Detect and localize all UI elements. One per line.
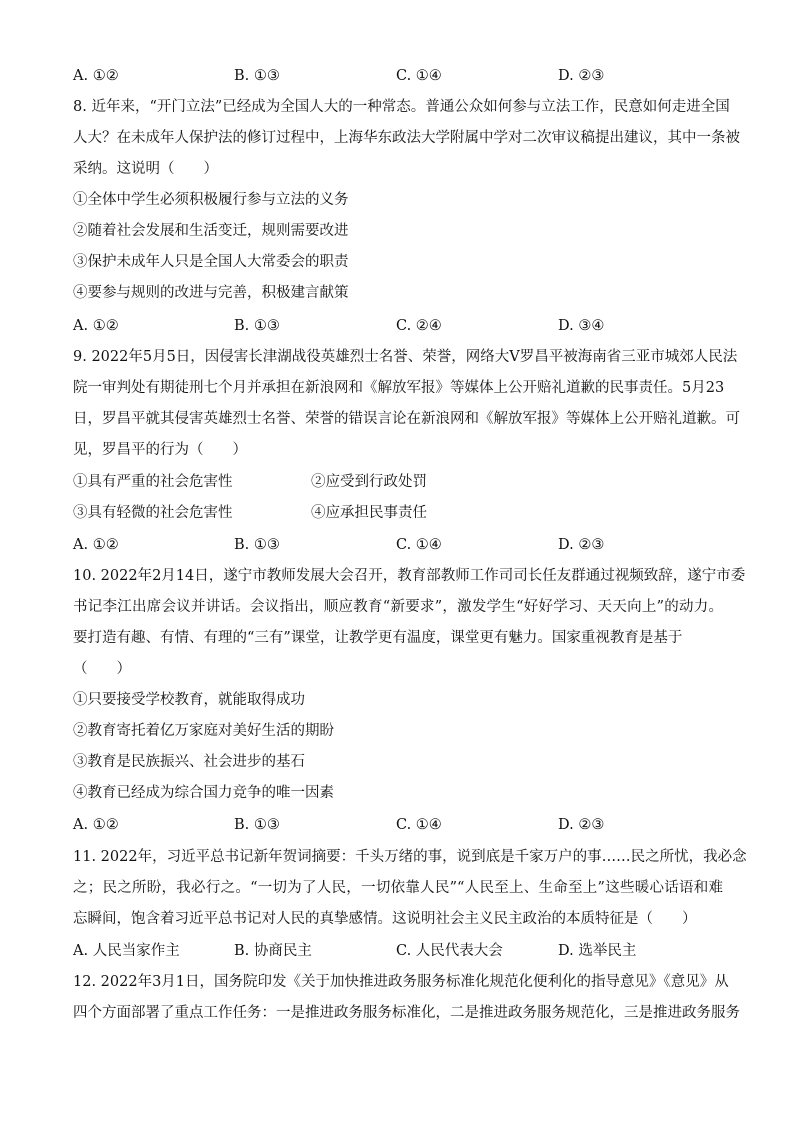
q8-stem-line-1: 8. 近年来，“开门立法”已经成为全国人大的一种常态。普通公众如何参与立法工作，民意如何走进全国 [73, 99, 730, 115]
q10-option-b[interactable]: B. ①③ [234, 817, 280, 833]
q8-option-d[interactable]: D. ③④ [558, 318, 605, 334]
q9-stem-line-1: 9. 2022年5月5日，因侵害长津湖战役英雄烈士名誉、荣誉，网络大V罗昌平被海南省三亚市城郊人民法 [73, 349, 738, 365]
q9-stem-line-2: 院一审判处有期徒刑七个月并承担在新浪网和《解放军报》等媒体上公开赔礼道歉的民事责任。5月23 [73, 380, 725, 396]
q11-stem-line-2: 之；民之所盼，我必行之。“一切为了人民，一切依靠人民”“人民至上、生命至上”这些暖心话语和难 [73, 880, 723, 896]
q11-option-a[interactable]: A. 人民当家作主 [73, 943, 180, 959]
q11-stem-line-1: 11. 2022年，习近平总书记新年贺词摘要：千头万绪的事，说到底是千家万户的事……民之所忧，我必念 [73, 849, 747, 865]
q8-stem-line-2: 人大？在未成年人保护法的修订过程中，上海华东政法大学附属中学对二次审议稿提出建议，其中一条被 [73, 130, 740, 146]
q9-statement-2: ②应受到行政处罚 [311, 474, 427, 490]
q9-stem-line-4: 见，罗昌平的行为（ ） [73, 442, 247, 458]
q8-statement-2: ②随着社会发展和生活变迁，规则需要改进 [73, 223, 349, 239]
q9-statement-4: ④应承担民事责任 [311, 505, 427, 521]
q9-option-a[interactable]: A. ①② [73, 537, 119, 553]
q10-statement-4: ④教育已经成为综合国力竞争的唯一因素 [73, 785, 334, 801]
q10-option-a[interactable]: A. ①② [73, 817, 119, 833]
q11-stem-line-3: 忘瞬间，饱含着习近平总书记对人民的真挚感情。这说明社会主义民主政治的本质特征是（ ） [73, 911, 697, 927]
q10-stem-line-3: 要打造有趣、有情、有理的“三有”课堂，让教学更有温度，课堂更有魅力。国家重视教育是基于 [73, 630, 683, 646]
q7-option-c[interactable]: C. ①④ [396, 68, 442, 84]
q11-option-b[interactable]: B. 协商民主 [234, 943, 312, 959]
q8-statement-3: ③保护未成年人只是全国人大常委会的职责 [73, 254, 349, 270]
q8-option-a[interactable]: A. ①② [73, 318, 119, 334]
q7-option-a[interactable]: A. ①② [73, 68, 119, 84]
q9-option-d[interactable]: D. ②③ [558, 537, 605, 553]
q10-stem-line-2: 书记李江出席会议并讲话。会议指出，顺应教育“新要求”，激发学生“好好学习、天天向上”的动力。 [73, 599, 723, 615]
q9-stem-line-3: 日，罗昌平就其侵害英雄烈士名誉、荣誉的错误言论在新浪网和《解放军报》等媒体上公开赔礼道歉。可 [73, 411, 740, 427]
q10-statement-2: ②教育寄托着亿万家庭对美好生活的期盼 [73, 723, 334, 739]
q10-option-c[interactable]: C. ①④ [396, 817, 442, 833]
q9-option-c[interactable]: C. ①④ [396, 537, 442, 553]
q8-option-c[interactable]: C. ②④ [396, 318, 442, 334]
q10-statement-1: ①只要接受学校教育，就能取得成功 [73, 692, 305, 708]
q8-stem-line-3: 采纳。这说明（ ） [73, 161, 218, 177]
q9-option-b[interactable]: B. ①③ [234, 537, 280, 553]
q12-stem-line-2: 四个方面部署了重点工作任务：一是推进政务服务标准化，二是推进政务服务规范化，三是推进政务服务 [73, 1005, 740, 1021]
q9-statement-1: ①具有严重的社会危害性 [73, 474, 233, 490]
q10-option-d[interactable]: D. ②③ [558, 817, 605, 833]
q8-option-b[interactable]: B. ①③ [234, 318, 280, 334]
q9-statement-3: ③具有轻微的社会危害性 [73, 505, 233, 521]
q8-statement-1: ①全体中学生必须积极履行参与立法的义务 [73, 192, 349, 208]
q11-option-c[interactable]: C. 人民代表大会 [396, 943, 503, 959]
q11-option-d[interactable]: D. 选举民主 [558, 943, 637, 959]
q10-stem-line-1: 10. 2022年2月14日，遂宁市教师发展大会召开，教育部教师工作司司长任友群通过视频致辞，遂宁市委 [73, 568, 746, 584]
q7-option-b[interactable]: B. ①③ [234, 68, 280, 84]
q7-option-d[interactable]: D. ②③ [558, 68, 605, 84]
q10-stem-line-4: （ ） [73, 661, 131, 677]
q12-stem-line-1: 12. 2022年3月1日，国务院印发《关于加快推进政务服务标准化规范化便利化的指导意见》《意见》从 [73, 974, 729, 990]
q8-statement-4: ④要参与规则的改进与完善，积极建言献策 [73, 285, 349, 301]
q10-statement-3: ③教育是民族振兴、社会进步的基石 [73, 754, 305, 770]
